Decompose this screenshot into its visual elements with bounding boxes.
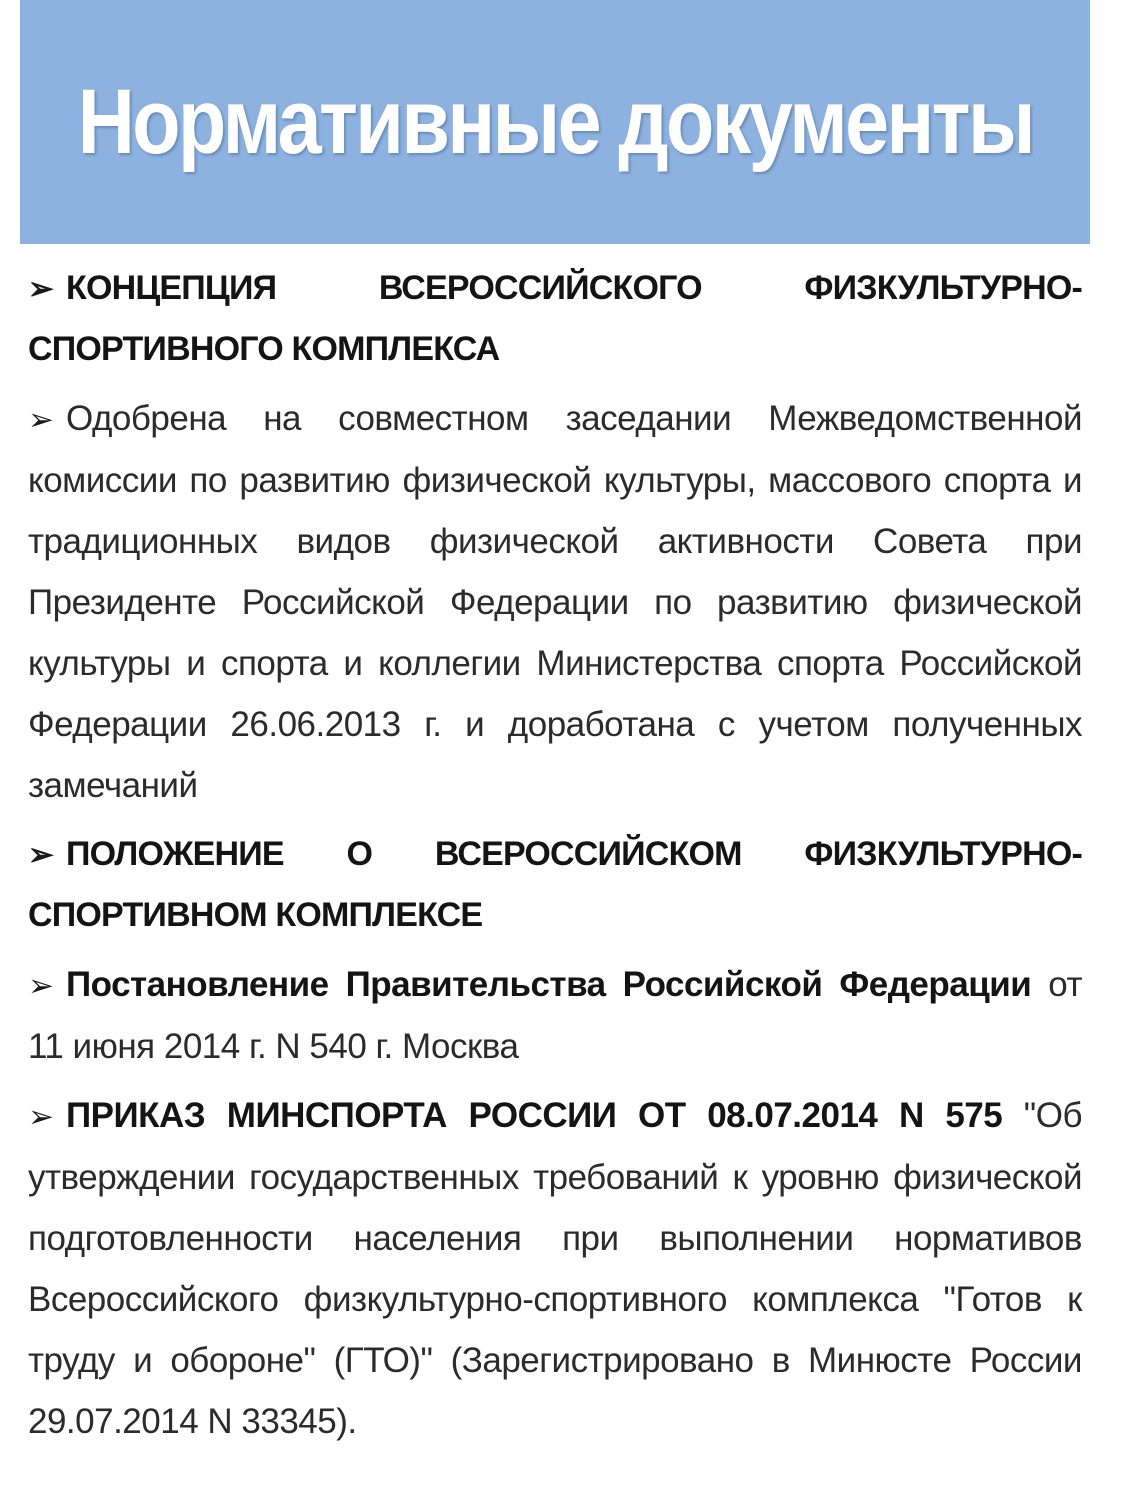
arrow-bullet-icon: ➢ <box>28 1099 54 1134</box>
list-item-resolution <box>28 954 1082 1077</box>
item-heading: ПОЛОЖЕНИЕ О ВСЕРОССИЙСКОМ ФИЗКУЛЬТУРНО-СПОРТИВНОМ КОМПЛЕКСЕ <box>28 835 1082 934</box>
list-item-regulation <box>28 824 1082 946</box>
item-text: "Об утверждении государственных требований к уровню физической подготовленности населения при выполнении нормативов Всероссийского физкультурно-спортивного комплекса "Готов к труду и обороне" (ГТО)" (Зарегистрировано в Минюсте России 29.07.2014 N 33345). <box>28 1096 1082 1441</box>
arrow-bullet-icon: ➢ <box>28 402 54 437</box>
page-title: Нормативные документы <box>77 70 1033 173</box>
item-heading: ПРИКАЗ МИНСПОРТА РОССИИ ОТ 08.07.2014 N 575 <box>66 1096 1003 1135</box>
item-text: Одобрена на совместном заседании Межведомственной комиссии по развитию физической культуры, массового спорта и традиционных видов физической активности Совета при Президенте Российской Федерации по развитию физической культуры и спорта и коллегии Министерства спорта Российской Федерации 26.06.2013 г. и доработана с учетом полученных замечаний <box>28 399 1082 805</box>
arrow-bullet-icon: ➢ <box>28 271 54 306</box>
item-text: от 11 июня 2014 г. N 540 г. Москва <box>28 965 1083 1066</box>
list-item-order <box>28 1085 1082 1452</box>
list-item-approval <box>28 388 1082 816</box>
item-heading: Постановление Правительства Российской Федерации <box>66 965 1032 1004</box>
arrow-bullet-icon: ➢ <box>28 837 54 872</box>
item-heading: КОНЦЕПЦИЯ ВСЕРОССИЙСКОГО ФИЗКУЛЬТУРНО-СПОРТИВНОГО КОМПЛЕКСА <box>28 269 1082 368</box>
arrow-bullet-icon: ➢ <box>28 968 54 1003</box>
document-list <box>28 258 1082 1460</box>
list-item-concept <box>28 258 1082 380</box>
title-banner <box>20 0 1090 244</box>
